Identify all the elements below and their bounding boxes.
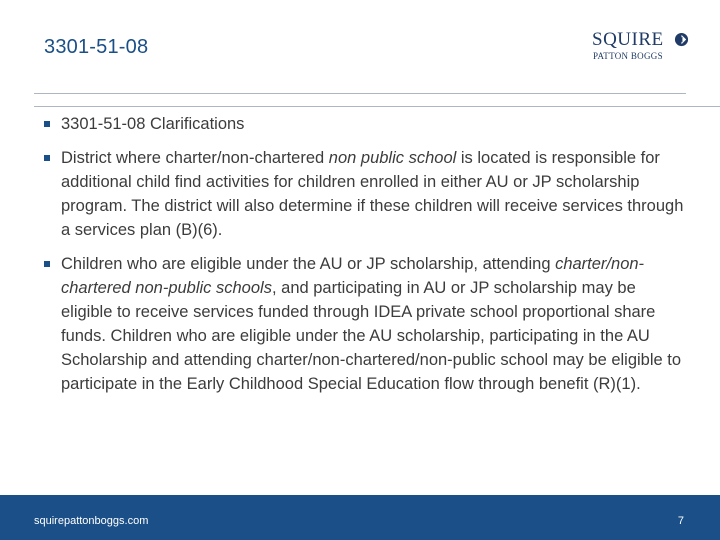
bullet-text <box>61 255 681 393</box>
bullet-square-icon <box>44 121 50 127</box>
squire-patton-boggs-logo <box>592 30 688 64</box>
bullet-text-segment: 3301-51-08 Clarifications <box>61 115 245 133</box>
bullet-square-icon <box>44 155 50 161</box>
bullet-item <box>44 112 684 136</box>
header-divider <box>34 93 686 94</box>
bullet-text-segment: Children who are eligible under the AU or JP scholarship, attending <box>61 255 556 273</box>
bullet-text-emphasis: charter/non-chartered non-public schools <box>61 255 645 297</box>
slide-title: 3301-51-08 <box>44 36 149 58</box>
bullet-text <box>61 149 683 239</box>
footer-bar <box>0 495 720 540</box>
logo-line-2: PATTON BOGGS <box>593 51 663 61</box>
bullet-text-segment: is located is responsible for additional child find activities for children enrolled in either AU or JP scholarship program. The district will also determine if these children will receive services through a services plan (B)(6). <box>61 149 684 239</box>
bullet-text-emphasis: non public school <box>328 149 457 167</box>
bullet-text <box>61 115 244 133</box>
bullet-square-icon <box>44 261 50 267</box>
squire-mark-icon <box>674 32 689 47</box>
slide-body <box>44 112 684 406</box>
header-divider-secondary <box>34 106 720 107</box>
footer-url[interactable]: squirepattonboggs.com <box>34 515 149 527</box>
logo-line-1: SQUIRE <box>592 29 664 50</box>
bullet-text-segment: , and participating in AU or JP scholarship may be eligible to receive services funded through IDEA private school proportional share funds. Children who are eligible under the AU scholarship, participating in the AU Scholarship and attending charter/non-chartered/non-public school may be eligible to participate in the Early Childhood Special Education flow through benefit (R)(1). <box>61 279 682 393</box>
bullet-text-segment: District where charter/non-chartered <box>61 149 329 167</box>
bullet-item <box>44 252 684 396</box>
page-number: 7 <box>677 515 684 527</box>
bullet-item <box>44 146 684 242</box>
